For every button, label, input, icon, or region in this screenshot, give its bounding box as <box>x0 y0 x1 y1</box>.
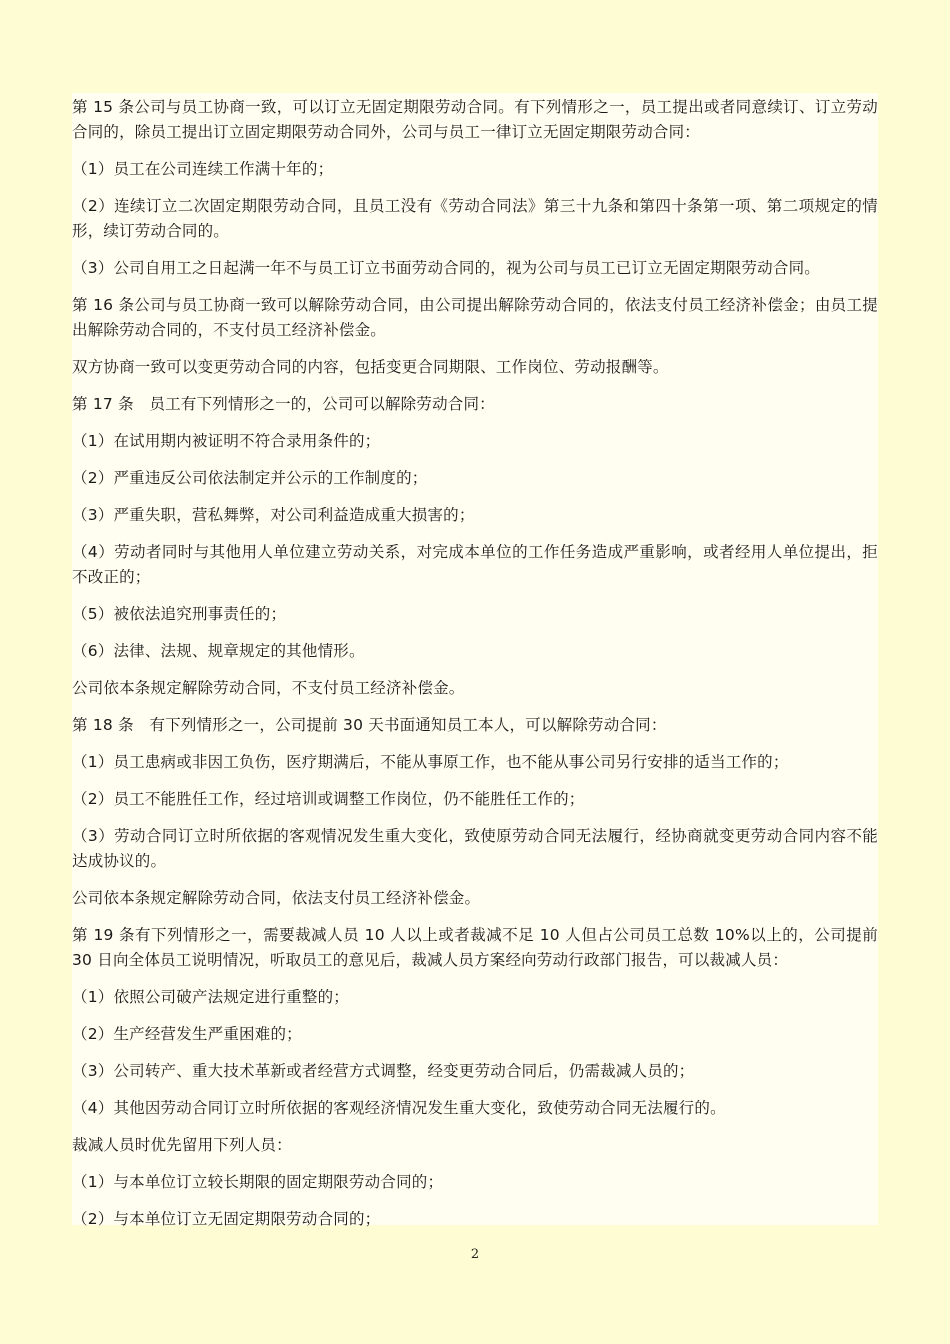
article-15: 第 15 条公司与员工协商一致，可以订立无固定期限劳动合同。有下列情形之一，员工提出或者同意续订、订立劳动合同的，除员工提出订立固定期限劳动合同外，公司与员工一律订立无固定期限劳动合同： <box>72 98 878 141</box>
article-17: 第 17 条 员工有下列情形之一的，公司可以解除劳动合同： <box>72 395 495 413</box>
retention-heading: 裁减人员时优先留用下列人员： <box>72 1136 292 1154</box>
retention-item-2: （2）与本单位订立无固定期限劳动合同的； <box>72 1210 381 1228</box>
article-17-item-5: （5）被依法追究刑事责任的； <box>72 605 287 623</box>
article-17-item-1: （1）在试用期内被证明不符合录用条件的； <box>72 432 381 450</box>
article-19: 第 19 条有下列情形之一，需要裁减人员 10 人以上或者裁减不足 10 人但占公司员工总数 10%以上的，公司提前 30 日向全体员工说明情况，听取员工的意见后，裁减人员方案经向劳动行政部门报告，可以裁减人员： <box>72 926 878 969</box>
article-19-item-2: （2）生产经营发生严重困难的； <box>72 1025 302 1043</box>
article-18-note: 公司依本条规定解除劳动合同，依法支付员工经济补偿金。 <box>72 889 481 907</box>
article-15-item-1: （1）员工在公司连续工作满十年的； <box>72 160 334 178</box>
article-18-item-1: （1）员工患病或非因工负伤，医疗期满后，不能从事原工作，也不能从事公司另行安排的适当工作的； <box>72 753 789 771</box>
article-19-item-4: （4）其他因劳动合同订立时所依据的客观经济情况发生重大变化，致使劳动合同无法履行的。 <box>72 1099 726 1117</box>
article-18: 第 18 条 有下列情形之一，公司提前 30 天书面通知员工本人，可以解除劳动合同： <box>72 716 667 734</box>
article-17-item-4: （4）劳动者同时与其他用人单位建立劳动关系，对完成本单位的工作任务造成严重影响，或者经用人单位提出，拒不改正的； <box>72 543 878 586</box>
article-17-item-6: （6）法律、法规、规章规定的其他情形。 <box>72 642 365 660</box>
article-19-item-1: （1）依照公司破产法规定进行重整的； <box>72 988 349 1006</box>
article-17-item-2: （2）严重违反公司依法制定并公示的工作制度的； <box>72 469 428 487</box>
page-number: 2 <box>470 1247 480 1262</box>
article-18-item-2: （2）员工不能胜任工作，经过培训或调整工作岗位，仍不能胜任工作的； <box>72 790 585 808</box>
article-16-note: 双方协商一致可以变更劳动合同的内容，包括变更合同期限、工作岗位、劳动报酬等。 <box>72 358 669 376</box>
article-17-note: 公司依本条规定解除劳动合同，不支付员工经济补偿金。 <box>72 679 465 697</box>
article-19-item-3: （3）公司转产、重大技术革新或者经营方式调整，经变更劳动合同后，仍需裁减人员的； <box>72 1062 695 1080</box>
article-16: 第 16 条公司与员工协商一致可以解除劳动合同，由公司提出解除劳动合同的，依法支付员工经济补偿金；由员工提出解除劳动合同的，不支付员工经济补偿金。 <box>72 296 878 339</box>
retention-item-1: （1）与本单位订立较长期限的固定期限劳动合同的； <box>72 1173 444 1191</box>
article-18-item-3: （3）劳动合同订立时所依据的客观情况发生重大变化，致使原劳动合同无法履行，经协商就变更劳动合同内容不能达成协议的。 <box>72 827 878 870</box>
document-body <box>72 93 878 1228</box>
article-15-item-2: （2）连续订立二次固定期限劳动合同，且员工没有《劳动合同法》第三十九条和第四十条第一项、第二项规定的情形，续订劳动合同的。 <box>72 197 878 240</box>
article-15-item-3: （3）公司自用工之日起满一年不与员工订立书面劳动合同的，视为公司与员工已订立无固定期限劳动合同。 <box>72 259 820 277</box>
article-17-item-3: （3）严重失职，营私舞弊，对公司利益造成重大损害的； <box>72 506 475 524</box>
